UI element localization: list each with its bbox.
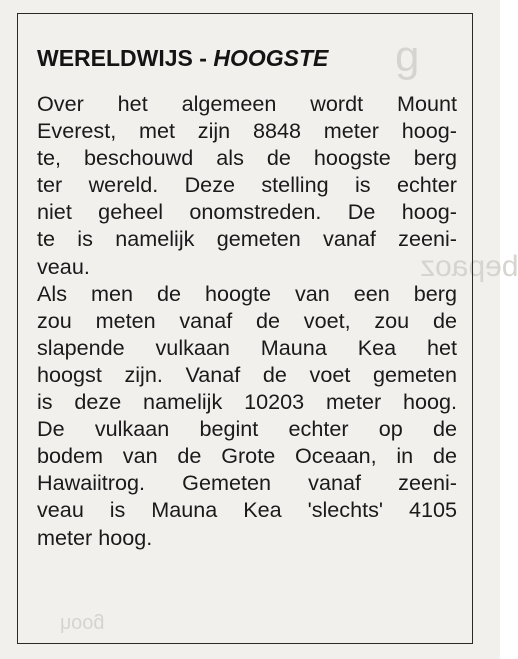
article-line: Everest, met zijn 8848 meter hoog- xyxy=(37,118,457,144)
article-line: Als men de hoogte van een berg xyxy=(37,280,457,306)
article-line: zou meten vanaf de voet, zou de xyxy=(37,307,457,333)
article-line: De vulkaan begint echter op de xyxy=(37,416,457,442)
bleed-through-glyph: hoog xyxy=(60,613,105,635)
heading-separator: - xyxy=(192,45,214,71)
article-line: bodem van de Grote Oceaan, in de xyxy=(37,443,457,469)
article-line: meter hoog. xyxy=(37,524,153,550)
article-heading xyxy=(37,44,328,72)
heading-subtitle: HOOGSTE xyxy=(213,45,329,71)
article-line: hoogst zijn. Vanaf de voet gemeten xyxy=(37,361,457,387)
article-line: Hawaiitrog. Gemeten vanaf zeeni- xyxy=(37,470,457,496)
bleed-through-glyph: bepaoz xyxy=(420,250,518,283)
article-line: is deze namelijk 10203 meter hoog. xyxy=(37,389,457,415)
article-line: veau is Mauna Kea 'slechts' 4105 xyxy=(37,497,457,523)
bleed-through-glyph: g xyxy=(395,32,420,81)
article-line: te is namelijk gemeten vanaf zeeni- xyxy=(37,226,457,252)
article-line: Over het algemeen wordt Mount xyxy=(37,91,457,116)
article-line: te, beschouwd als de hoogste berg xyxy=(37,145,457,171)
article-line: veau. xyxy=(37,253,90,279)
article-line: slapende vulkaan Mauna Kea het xyxy=(37,334,457,360)
heading-title: WERELDWIJS xyxy=(37,45,193,71)
article-body xyxy=(37,90,457,551)
article-line: niet geheel onomstreden. De hoog- xyxy=(37,199,457,225)
article-line: ter wereld. Deze stelling is echter xyxy=(37,172,457,198)
